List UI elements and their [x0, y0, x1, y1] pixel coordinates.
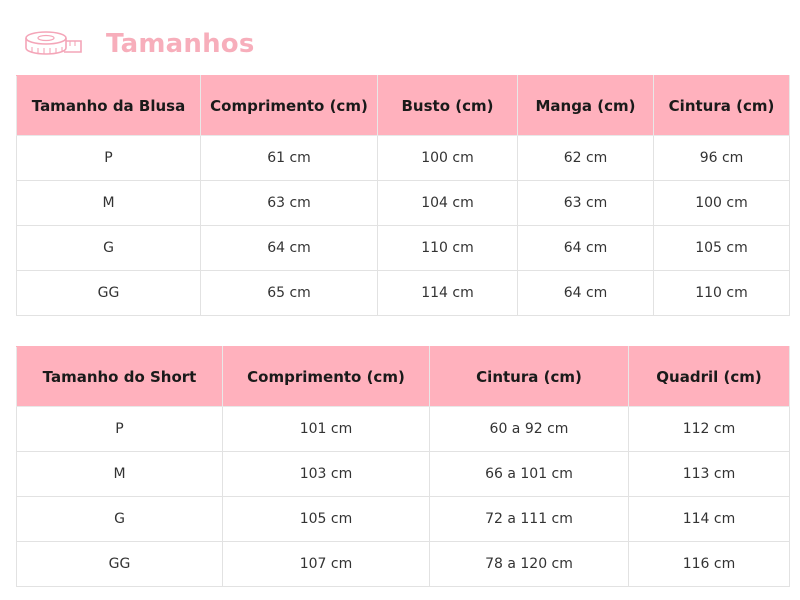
page-header: [24, 24, 255, 64]
column-header: Cintura (cm): [654, 76, 790, 136]
table-cell: 72 a 111 cm: [430, 497, 629, 542]
table-cell: 65 cm: [201, 271, 378, 316]
table-row: [17, 407, 790, 452]
table-cell: GG: [17, 542, 223, 587]
measuring-tape-icon: [24, 28, 84, 60]
column-header: Tamanho da Blusa: [17, 76, 201, 136]
table-cell: 64 cm: [518, 271, 654, 316]
table-cell: 64 cm: [201, 226, 378, 271]
table-cell: 112 cm: [629, 407, 790, 452]
table-cell: 66 a 101 cm: [430, 452, 629, 497]
column-header: Manga (cm): [518, 76, 654, 136]
table-cell: 64 cm: [518, 226, 654, 271]
table-cell: 110 cm: [378, 226, 518, 271]
page-title: Tamanhos: [106, 29, 255, 59]
shorts-size-table: [16, 346, 790, 587]
table-cell: 78 a 120 cm: [430, 542, 629, 587]
table-row: [17, 452, 790, 497]
table-cell: 100 cm: [654, 181, 790, 226]
table-cell: M: [17, 181, 201, 226]
table-row: [17, 271, 790, 316]
table-cell: 113 cm: [629, 452, 790, 497]
table-cell: 96 cm: [654, 136, 790, 181]
table-cell: 63 cm: [518, 181, 654, 226]
table-header-row: [17, 347, 790, 407]
table-cell: 105 cm: [223, 497, 430, 542]
column-header: Comprimento (cm): [223, 347, 430, 407]
table-cell: 103 cm: [223, 452, 430, 497]
table-row: [17, 181, 790, 226]
table-cell: 110 cm: [654, 271, 790, 316]
table-cell: GG: [17, 271, 201, 316]
table-cell: 100 cm: [378, 136, 518, 181]
table-row: [17, 136, 790, 181]
table-cell: 63 cm: [201, 181, 378, 226]
table-cell: P: [17, 136, 201, 181]
table-cell: 114 cm: [629, 497, 790, 542]
table-cell: 61 cm: [201, 136, 378, 181]
table-cell: M: [17, 452, 223, 497]
table-row: [17, 226, 790, 271]
table-cell: 62 cm: [518, 136, 654, 181]
table-cell: 105 cm: [654, 226, 790, 271]
table-cell: 60 a 92 cm: [430, 407, 629, 452]
column-header: Quadril (cm): [629, 347, 790, 407]
table-row: [17, 542, 790, 587]
table-header-row: [17, 76, 790, 136]
column-header: Busto (cm): [378, 76, 518, 136]
table-cell: G: [17, 226, 201, 271]
table-cell: P: [17, 407, 223, 452]
table-cell: 104 cm: [378, 181, 518, 226]
table-cell: G: [17, 497, 223, 542]
table-cell: 116 cm: [629, 542, 790, 587]
column-header: Comprimento (cm): [201, 76, 378, 136]
table-cell: 107 cm: [223, 542, 430, 587]
column-header: Cintura (cm): [430, 347, 629, 407]
table-row: [17, 497, 790, 542]
blouse-size-table: [16, 75, 790, 316]
table-cell: 114 cm: [378, 271, 518, 316]
table-cell: 101 cm: [223, 407, 430, 452]
column-header: Tamanho do Short: [17, 347, 223, 407]
